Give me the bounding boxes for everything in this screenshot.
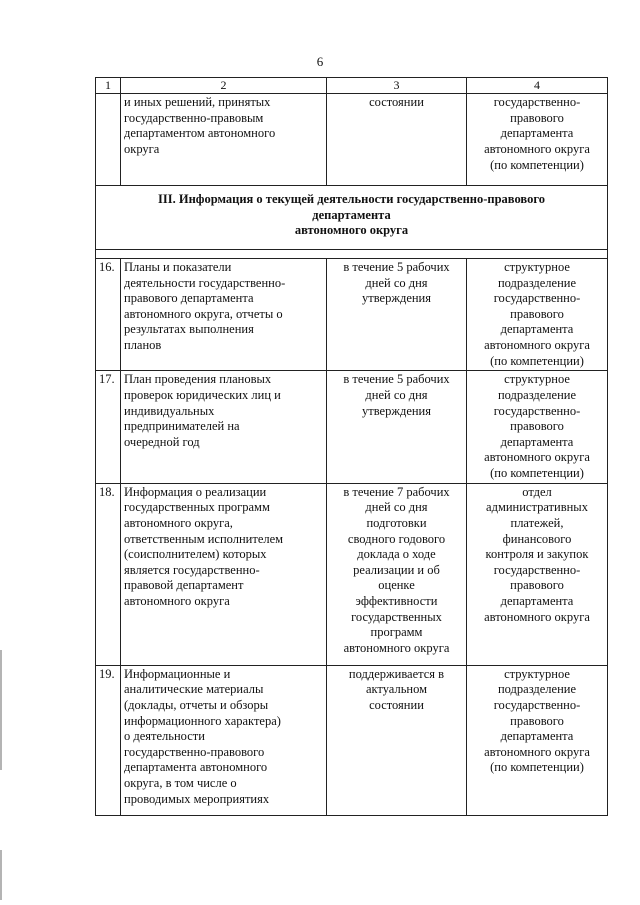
row-number: 19. xyxy=(96,665,121,815)
table-row xyxy=(96,665,608,815)
table-row xyxy=(96,94,608,186)
column-number: 2 xyxy=(121,78,327,94)
row-number: 16. xyxy=(96,258,121,370)
document-table xyxy=(95,77,608,816)
row-separator xyxy=(96,249,608,258)
column-number: 4 xyxy=(467,78,608,94)
scan-edge-mark xyxy=(0,850,2,900)
row-responsible: отдел административных платежей, финансового контроля и закупок государственно- правового департамента автономного округа xyxy=(467,483,608,665)
row-number: 18. xyxy=(96,483,121,665)
row-responsible: государственно- правового департамента автономного округа (по компетенции) xyxy=(467,94,608,186)
row-term: в течение 5 рабочих дней со дня утверждения xyxy=(327,258,467,370)
row-responsible: структурное подразделение государственно- правового департамента автономного округа (по компетенции) xyxy=(467,371,608,483)
section-heading: III. Информация о текущей деятельности государственно-правового департамента автономного округа xyxy=(96,186,608,250)
row-description: Планы и показатели деятельности государственно- правового департамента автономного округа, отчеты о результатах выполнения планов xyxy=(121,258,327,370)
page-number: 6 xyxy=(316,54,324,69)
section-heading-row xyxy=(96,186,608,250)
table-row xyxy=(96,483,608,665)
column-number-row xyxy=(96,78,608,94)
row-term: поддерживается в актуальном состоянии xyxy=(327,665,467,815)
row-number xyxy=(96,94,121,186)
row-responsible: структурное подразделение государственно- правового департамента автономного округа (по компетенции) xyxy=(467,258,608,370)
row-description: Информация о реализации государственных программ автономного округа, ответственным исполнителем (соисполнителем) которых является государственно- правовой департамент автономного округа xyxy=(121,483,327,665)
row-description: План проведения плановых проверок юридических лиц и индивидуальных предпринимателей на очередной год xyxy=(121,371,327,483)
column-number: 1 xyxy=(96,78,121,94)
table-row xyxy=(96,371,608,483)
scan-edge-mark xyxy=(0,650,2,770)
row-description: Информационные и аналитические материалы (доклады, отчеты и обзоры информационного характера) о деятельности государственно-правового департамента автономного округа, в том числе о проводимых мероприятиях xyxy=(121,665,327,815)
row-term: в течение 7 рабочих дней со дня подготовки сводного годового доклада о ходе реализации и об оценке эффективности государственных программ автономного округа xyxy=(327,483,467,665)
row-responsible: структурное подразделение государственно- правового департамента автономного округа (по компетенции) xyxy=(467,665,608,815)
row-number: 17. xyxy=(96,371,121,483)
row-description: и иных решений, принятых государственно-правовым департаментом автономного округа xyxy=(121,94,327,186)
row-term: в течение 5 рабочих дней со дня утверждения xyxy=(327,371,467,483)
row-term: состоянии xyxy=(327,94,467,186)
table-row xyxy=(96,258,608,370)
column-number: 3 xyxy=(327,78,467,94)
